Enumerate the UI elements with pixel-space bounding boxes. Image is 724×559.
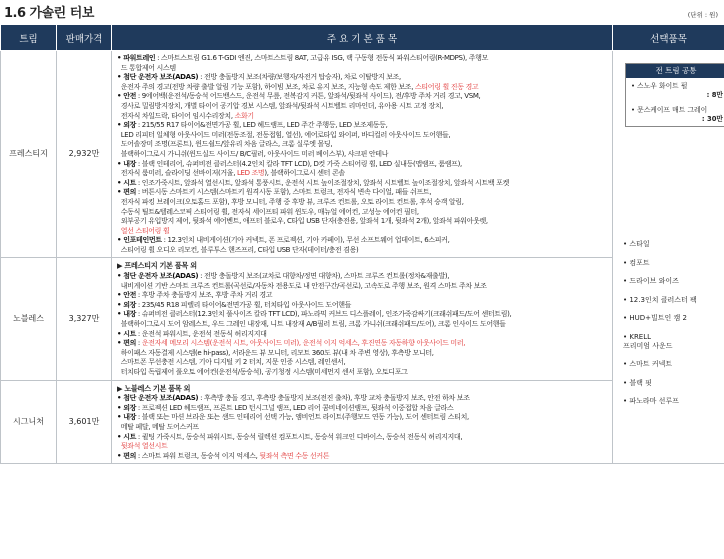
- feature-line: [117, 112, 609, 122]
- feature-category: • 시트: [117, 178, 137, 187]
- feature-category: • 내장: [117, 310, 137, 319]
- header-options: 선택품목: [613, 25, 724, 51]
- table-header: [1, 25, 724, 51]
- feature-category: • 첨단 운전자 보조(ADAS): [117, 272, 199, 281]
- option-krell: • KRELL: [623, 332, 652, 341]
- option-hud-builtin-cam: • HUD+빌트인 캠 2: [623, 314, 687, 322]
- feature-line: [117, 246, 609, 256]
- feature-text: 열선 스티어링 휠: [117, 226, 170, 235]
- feature-text: 스티어링 휠 오디오 리모컨, 블루투스 핸즈프리, C타입 USB 단자(데이터/충전 겸용): [117, 245, 359, 254]
- feature-line: [117, 413, 609, 423]
- feature-line: [117, 54, 609, 64]
- feature-line: [117, 368, 609, 378]
- option-style: • 스타일: [623, 240, 650, 248]
- option-price: : 8만: [706, 90, 723, 99]
- feature-text: : 후방 주차 충돌방지 보조, 후방 주차 거리 경고: [136, 291, 273, 300]
- feature-line: [117, 320, 609, 330]
- feature-category: • 외장: [117, 403, 137, 412]
- feature-text: : 슈퍼비전 클러스터(12.3인치 풀사이즈 칼라 TFT LCD), 파노라믹 커브드 디스플레이, 인조가죽감싸기(크래쉬패드/도어 센터트림),: [136, 310, 512, 319]
- option-smart-connect: • 스마트 커넥트: [623, 360, 673, 368]
- feature-text: : 인조가죽시트, 앞좌석 열선시트, 앞좌석 통풍시트, 운전석 시트 높이조절장치, 앞좌석 시트벨트 높이조절장치, 앞좌석 시트백 포켓: [136, 178, 509, 187]
- base-features-header: ▶ 프레스티지 기본 품목 외: [117, 261, 197, 271]
- feature-category: • 내장: [117, 159, 137, 168]
- feature-text: 뒷좌석 열선시트: [117, 442, 168, 451]
- feature-line: [117, 291, 609, 301]
- feature-line: [117, 150, 609, 160]
- trim-price: 3,601만: [57, 380, 112, 464]
- feature-text: 터치타입 독립제어 풀오토 에어컨(운전석/동승석), 공기청정 시스템(미세먼지 센서 포함), 오토디포그: [117, 368, 408, 376]
- feature-line: [117, 282, 609, 292]
- feature-line: [117, 452, 609, 462]
- feature-text: 블랙하이그로시 도어 암레스트, 우드 그레인 내장재, 니트 내장재 A/B필러 트림, 크롬 가니쉬(크래쉬패드/도어), 크롬 인사이드 도어핸들: [117, 320, 506, 329]
- feature-text: LED 조명: [236, 169, 265, 178]
- feature-line: [117, 423, 609, 433]
- feature-line: [117, 301, 609, 311]
- option-package-list: [623, 240, 697, 416]
- option-name: • 스노우 화이트 펄: [631, 81, 688, 90]
- feature-text: : 전방 충돌방지 보조(차량/보행자/자전거 탑승자), 차로 이탈방지 보조,: [198, 73, 401, 82]
- options-cell: [613, 51, 724, 464]
- base-features-header: ▶ 노블레스 기본 품목 외: [117, 383, 191, 393]
- feature-text: : 퀼팅 가죽시트, 동승석 파워시트, 동승석 릴렉션 컴포트시트, 동승석 워크인 디바이스, 동승석 전동식 허리지지대,: [136, 432, 463, 441]
- feature-text: : 전방 충돌방지 보조(교차로 대향차/정면 대향차), 스마트 크루즈 컨트롤(정차&재출발),: [198, 272, 450, 281]
- row-prestige: [1, 51, 724, 258]
- feature-line: [117, 64, 609, 74]
- feature-line: [117, 310, 609, 320]
- feature-text: 드 통합제어 시스템: [117, 63, 176, 72]
- trim-price: 3,327만: [57, 258, 112, 380]
- feature-text: 블랙하이그로시 가니쉬(윈드실드 사이드/ B/C필러, 아웃사이드 미러 베이스부), 샤크핀 안테나: [117, 149, 389, 158]
- feature-line: [117, 394, 609, 404]
- feature-category: • 외장: [117, 300, 137, 309]
- common-options-box: [625, 63, 724, 127]
- feature-line: [117, 140, 609, 150]
- feature-category: • 외장: [117, 121, 137, 130]
- unit-label: (단위 : 원): [687, 11, 718, 19]
- feature-line: [117, 208, 609, 218]
- feature-list: [112, 51, 613, 258]
- feature-text: LED 리피터 일체형 아웃사이드 미러(전동조절, 전동접힘, 열선), 에어로타입 와이퍼, 바디컬러 아웃사이드 도어핸들,: [117, 130, 451, 139]
- feature-line: [117, 198, 609, 208]
- feature-line: [117, 433, 609, 443]
- feature-text: 경사로 밀림방지장치, 개별 타이어 공기압 경보 시스템, 앞좌석/뒷좌석 시트벨트 리마인더, 유아용 시트 고정 장치,: [117, 101, 444, 110]
- feature-line: [117, 404, 609, 414]
- feature-text: ), 블랙하이그로시 센터 콘솔: [264, 169, 345, 178]
- feature-text: : 블랙 인테리어, 슈퍼비전 클러스터(4.2인치 칼라 TFT LCD), D컷 가죽 스티어링 휠, LED 실내등(맵램프, 룸램프),: [136, 159, 462, 168]
- feature-text: 뒷좌석 측면 수동 선커튼: [259, 451, 330, 460]
- feature-category: • 안전: [117, 92, 137, 101]
- trim-name: 프레스티지: [1, 51, 57, 258]
- trim-name: 노블레스: [1, 258, 57, 380]
- feature-category: • 첨단 운전자 보조(ADAS): [117, 73, 199, 82]
- feature-text: 메탈 페달, 메탈 도어스커프: [117, 422, 199, 431]
- feature-category: • 시트: [117, 432, 137, 441]
- feature-text: 스마트폰 무선충전 시스템, 기아 디지털 키 2 터치, 지문 인증 시스템, 레인센서,: [117, 358, 346, 367]
- option-snow-white-pearl: [626, 78, 724, 102]
- option-black-fit: • 블랙 핏: [623, 378, 652, 387]
- feature-category: • 편의: [117, 451, 137, 460]
- feature-text: 운전자세 메모리 시스템(운전석 시트, 아웃사이드 미러), 운전석 이지 억세스, 후진연동 자동하향 아웃사이드 미러,: [141, 339, 466, 348]
- feature-category: • 시트: [117, 329, 137, 338]
- feature-line: [117, 92, 609, 102]
- feature-text: : 프로젝션 LED 헤드램프, 프론트 LED 턴시그널 램프, LED 리어 콤비네이션램프, 뒷좌석 이중접합 차음 글라스: [136, 403, 454, 412]
- feature-text: 외부공기 유입방지 제어, 뒷좌석 에어벤트, 애프터 블로우, C타입 USB 단자(충전용, 앞좌석 1개, 뒷좌석 2개), 앞좌석 파워아웃렛,: [117, 217, 488, 226]
- feature-category: • 파워트레인: [117, 54, 156, 62]
- feature-line: [117, 121, 609, 131]
- feature-line: [117, 442, 609, 452]
- option-cluster-pack: • 12.3인치 클러스터 팩: [623, 295, 697, 304]
- feature-text: : 215/55 R17 타이어&전면가공 휠, LED 헤드램프, LED 주간 주행등, LED 보조제동등,: [136, 121, 388, 130]
- feature-text: 전자식 룸미러, 슬라이딩 선바이저(거울,: [117, 169, 237, 178]
- option-panorama-sunroof: • 파노라마 선루프: [623, 397, 679, 405]
- option-krell-sound: 프리미엄 사운드: [623, 341, 673, 350]
- header-features: 주 요 기 본 품 목: [112, 25, 613, 51]
- feature-line: [117, 339, 609, 349]
- feature-line: [117, 169, 609, 179]
- feature-text: 수동식 틸트&텔레스코픽 스티어링 휠, 전자식 세이프티 파워 윈도우, 매뉴얼 에어컨, 고성능 에어컨 필터,: [117, 207, 419, 216]
- option-drive-wise: • 드라이브 와이즈: [623, 277, 679, 285]
- feature-text: : 운전석 파워시트, 운전석 전동식 허리지지대: [136, 329, 267, 338]
- header-trim: 트림: [1, 25, 57, 51]
- option-comfort: • 컴포트: [623, 258, 650, 267]
- feature-text: : 12.3인치 내비게이션(기아 커넥트, 폰 프로젝션, 기아 카페이), 무선 소프트웨어 업데이트, 6스피커,: [161, 236, 450, 245]
- option-moonscape-matte-gray: [626, 102, 724, 126]
- trim-name: 시그니처: [1, 380, 57, 464]
- feature-list: [112, 258, 613, 380]
- feature-line: [117, 358, 609, 368]
- feature-line: [117, 349, 609, 359]
- feature-line: [117, 227, 609, 237]
- feature-line: [117, 188, 609, 198]
- feature-text: : 스마트스트림 G1.6 T-GDI 엔진, 스마트스트림 8AT, 고급유 ISG, 랙 구동형 전동식 파워스티어링(R-MDPS), 주행모: [155, 54, 489, 62]
- feature-text: 스티어링 휠 진동 경고: [414, 82, 479, 91]
- feature-text: 소화기: [234, 111, 254, 120]
- feature-text: 내비게이션 기반 스마트 크루즈 컨트롤(곡선로/자동차 전용도로 내 안전구간/곡선로), 고속도로 주행 보조, 원격 스마트 주차 보조: [117, 281, 487, 290]
- feature-line: [117, 160, 609, 170]
- feature-category: • 편의: [117, 188, 137, 197]
- option-price: : 30만: [701, 114, 723, 123]
- feature-line: [117, 236, 609, 246]
- feature-category: • 안전: [117, 291, 137, 300]
- feature-text: : 235/45 R18 피렐리 타이어&전면가공 휠, 터치타입 아웃사이드 도어핸들: [136, 300, 352, 309]
- feature-line: [117, 102, 609, 112]
- feature-list: [112, 380, 613, 464]
- option-name: • 문스케이프 매트 그레이: [631, 105, 708, 114]
- feature-text: 전자식 파킹 브레이크(오토홀드 포함), 후방 모니터, 주행 중 후방 뷰, 크루즈 컨트롤, 오토 라이트 컨트롤, 후석 승객 알림,: [117, 197, 464, 206]
- header-price: 판매가격: [57, 25, 112, 51]
- feature-category: • 첨단 운전자 보조(ADAS): [117, 394, 199, 403]
- feature-text: : 후측방 충돌 경고, 후측방 충돌방지 보조(전진 출차), 후방 교차 충돌방지 보조, 안전 하차 보조: [198, 394, 470, 403]
- page-title: 1.6 가솔린 터보: [4, 6, 94, 21]
- feature-text: : 스마트 파워 트렁크, 동승석 이지 억세스,: [136, 451, 260, 460]
- feature-line: [117, 73, 609, 83]
- feature-text: 도어솔장미 조명(프론트), 윈드쉴드/앞유리 차음 글라스, 크롬 실루엣 몰딩,: [117, 140, 333, 149]
- feature-category: • 인포테인먼트: [117, 236, 162, 245]
- feature-text: 전자식 차일드락, 타이어 임시수리장치,: [117, 111, 235, 120]
- common-options-title: 전 트림 공통: [626, 64, 724, 78]
- feature-category: • 편의: [117, 339, 137, 348]
- trim-price: 2,932만: [57, 51, 112, 258]
- feature-line: [117, 272, 609, 282]
- feature-text: : 버튼시동 스마트키 시스템(스마트키 원격시동 포함), 스마트 트렁크, 전자식 변속 다이얼, 패들 쉬프트,: [136, 188, 432, 197]
- feature-text: 운전자 주의 경고(전방 차량 출발 알림 기능 포함), 하이빔 보조, 차로 유지 보조, 지능형 속도 제한 보조,: [117, 82, 415, 91]
- feature-line: [117, 330, 609, 340]
- feature-line: [117, 131, 609, 141]
- feature-line: [117, 83, 609, 93]
- feature-line: [117, 179, 609, 189]
- feature-text: :: [136, 339, 142, 348]
- feature-text: : 블랙 또는 마션 브라운 또는 샌드 인테리어 선택 가능, 앰비언트 라이트(주행모드 연동 가능), 도어 센터트림 스티치,: [136, 413, 469, 422]
- trim-table: [0, 24, 724, 464]
- feature-text: 하이패스 자동결제 시스템(e hi-pass), 서라운드 뷰 모니터, 리모트 360도 뷰(내 차 주변 영상), 후측방 모니터,: [117, 348, 434, 357]
- feature-category: • 내장: [117, 413, 137, 422]
- feature-line: [117, 217, 609, 227]
- feature-text: : 9에어백(운전석/동승석 어드밴스드, 운전석 무릎, 전복감지 커튼, 앞좌석/뒷좌석 사이드), 전/후방 주차 거리 경고, VSM,: [136, 92, 481, 101]
